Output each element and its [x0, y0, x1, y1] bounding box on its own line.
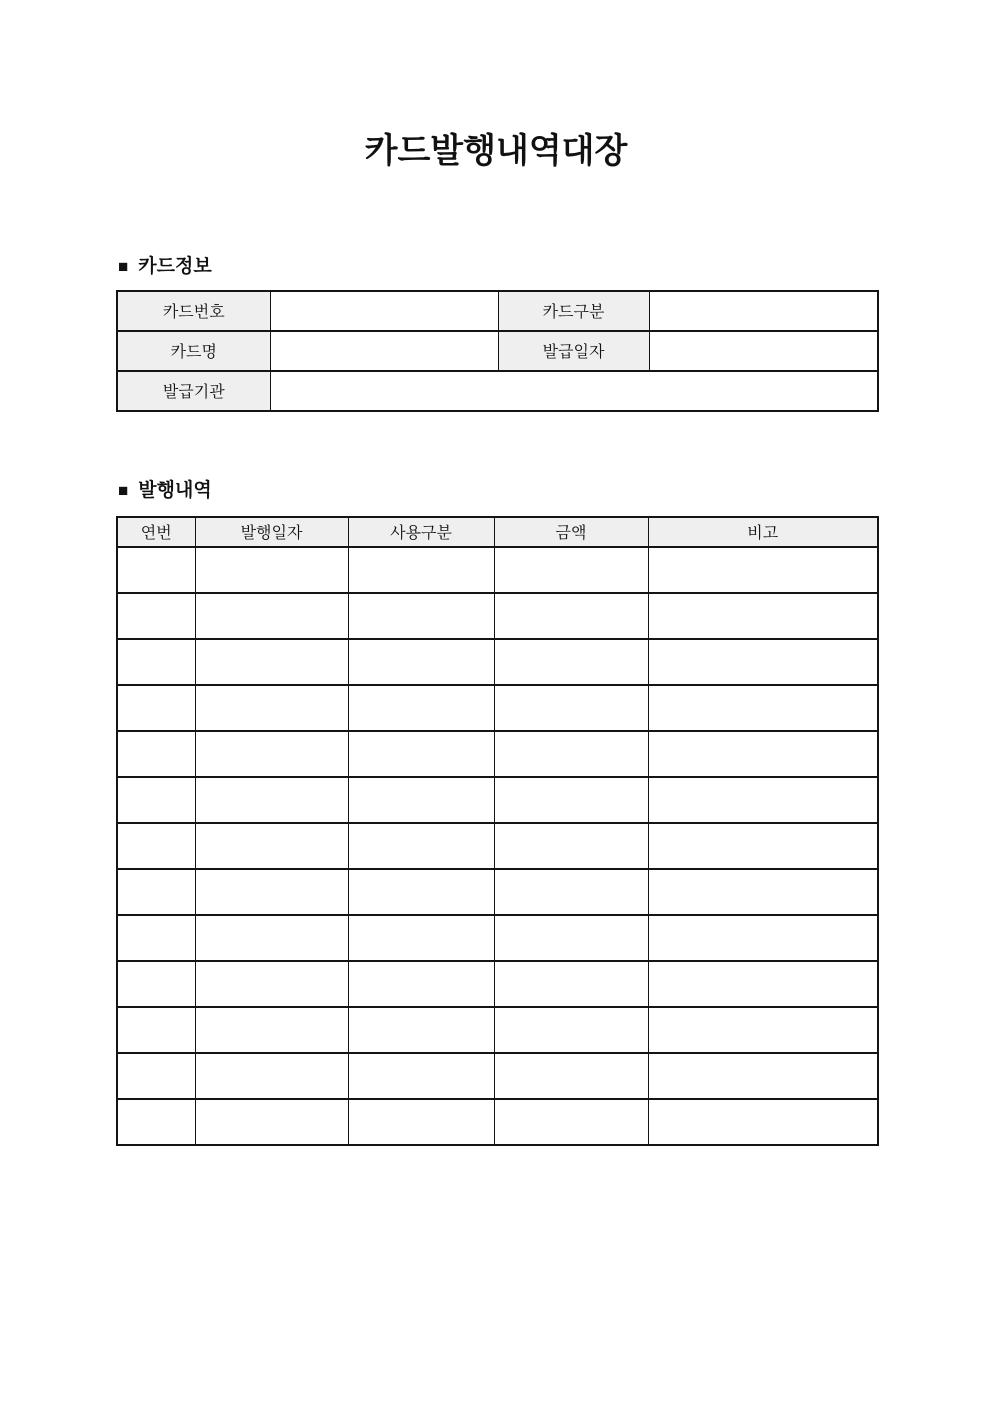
history-cell[interactable] [494, 961, 648, 1007]
history-cell[interactable] [348, 777, 494, 823]
history-cell[interactable] [195, 547, 348, 593]
history-cell[interactable] [494, 547, 648, 593]
history-row [117, 915, 878, 961]
history-cell[interactable] [494, 823, 648, 869]
column-header-amount: 금액 [494, 517, 648, 547]
history-cell[interactable] [494, 1053, 648, 1099]
history-cell[interactable] [117, 915, 195, 961]
history-cell[interactable] [195, 961, 348, 1007]
section-title-history: 발행내역 [138, 479, 212, 501]
history-cell[interactable] [195, 593, 348, 639]
card-info-row [117, 331, 878, 371]
section-bullet-icon: ■ [118, 256, 129, 276]
history-cell[interactable] [348, 547, 494, 593]
history-cell[interactable] [648, 547, 878, 593]
history-cell[interactable] [648, 823, 878, 869]
history-cell[interactable] [195, 915, 348, 961]
card-info-row [117, 291, 878, 331]
history-row [117, 639, 878, 685]
section-bullet-icon: ■ [118, 480, 129, 500]
history-cell[interactable] [117, 685, 195, 731]
history-cell[interactable] [117, 731, 195, 777]
history-row [117, 823, 878, 869]
history-cell[interactable] [648, 1099, 878, 1145]
card-type-label: 카드구분 [498, 291, 649, 331]
history-row [117, 731, 878, 777]
history-cell[interactable] [195, 685, 348, 731]
card-number-label: 카드번호 [117, 291, 270, 331]
history-cell[interactable] [348, 731, 494, 777]
history-cell[interactable] [648, 593, 878, 639]
history-cell[interactable] [348, 1007, 494, 1053]
issue-date-label: 발급일자 [498, 331, 649, 371]
history-cell[interactable] [348, 961, 494, 1007]
history-cell[interactable] [648, 731, 878, 777]
history-cell[interactable] [348, 915, 494, 961]
column-header-usage-type: 사용구분 [348, 517, 494, 547]
history-cell[interactable] [648, 685, 878, 731]
history-cell[interactable] [195, 1053, 348, 1099]
history-cell[interactable] [648, 639, 878, 685]
history-cell[interactable] [195, 869, 348, 915]
history-cell[interactable] [494, 639, 648, 685]
history-row [117, 685, 878, 731]
history-row [117, 961, 878, 1007]
history-cell[interactable] [117, 869, 195, 915]
history-cell[interactable] [348, 593, 494, 639]
card-name-value-cell[interactable] [270, 331, 498, 371]
history-cell[interactable] [195, 777, 348, 823]
history-cell[interactable] [648, 915, 878, 961]
section-header-history [118, 479, 992, 502]
history-cell[interactable] [348, 869, 494, 915]
history-cell[interactable] [195, 823, 348, 869]
history-cell[interactable] [494, 593, 648, 639]
history-cell[interactable] [348, 685, 494, 731]
history-cell[interactable] [648, 1007, 878, 1053]
issue-date-value-cell[interactable] [649, 331, 878, 371]
card-name-label: 카드명 [117, 331, 270, 371]
card-number-value-cell[interactable] [270, 291, 498, 331]
history-cell[interactable] [195, 731, 348, 777]
history-row [117, 869, 878, 915]
history-row [117, 1007, 878, 1053]
history-row [117, 777, 878, 823]
history-cell[interactable] [648, 777, 878, 823]
section-title-card-info: 카드정보 [138, 255, 212, 277]
history-cell[interactable] [117, 639, 195, 685]
history-cell[interactable] [494, 869, 648, 915]
history-cell[interactable] [648, 869, 878, 915]
issuing-agency-label: 발급기관 [117, 371, 270, 411]
card-type-value-cell[interactable] [649, 291, 878, 331]
column-header-issue-date: 발행일자 [195, 517, 348, 547]
history-cell[interactable] [494, 915, 648, 961]
history-cell[interactable] [494, 1007, 648, 1053]
section-header-card-info [118, 255, 992, 278]
history-cell[interactable] [348, 823, 494, 869]
page-title: 카드발행내역대장 [364, 132, 628, 170]
column-header-serial-no: 연번 [117, 517, 195, 547]
history-row [117, 1099, 878, 1145]
history-cell[interactable] [494, 777, 648, 823]
history-cell[interactable] [117, 1099, 195, 1145]
history-cell[interactable] [494, 685, 648, 731]
history-cell[interactable] [117, 961, 195, 1007]
column-header-remarks: 비고 [648, 517, 878, 547]
history-cell[interactable] [117, 823, 195, 869]
card-info-row [117, 371, 878, 411]
history-header-row [117, 517, 878, 547]
card-info-table [116, 290, 879, 412]
history-cell[interactable] [195, 1099, 348, 1145]
history-cell[interactable] [494, 731, 648, 777]
history-row [117, 593, 878, 639]
issuing-agency-value-cell[interactable] [270, 371, 878, 411]
history-cell[interactable] [195, 639, 348, 685]
history-cell[interactable] [348, 1053, 494, 1099]
history-cell[interactable] [117, 547, 195, 593]
history-cell[interactable] [494, 1099, 648, 1145]
history-cell[interactable] [117, 1053, 195, 1099]
history-cell[interactable] [648, 1053, 878, 1099]
history-cell[interactable] [195, 1007, 348, 1053]
history-cell[interactable] [117, 1007, 195, 1053]
history-row [117, 547, 878, 593]
history-cell[interactable] [117, 777, 195, 823]
history-cell[interactable] [648, 961, 878, 1007]
history-cell[interactable] [117, 593, 195, 639]
issuance-history-table [116, 516, 879, 1146]
history-cell[interactable] [348, 639, 494, 685]
issuance-history-body [117, 547, 878, 1145]
history-cell[interactable] [348, 1099, 494, 1145]
history-row [117, 1053, 878, 1099]
